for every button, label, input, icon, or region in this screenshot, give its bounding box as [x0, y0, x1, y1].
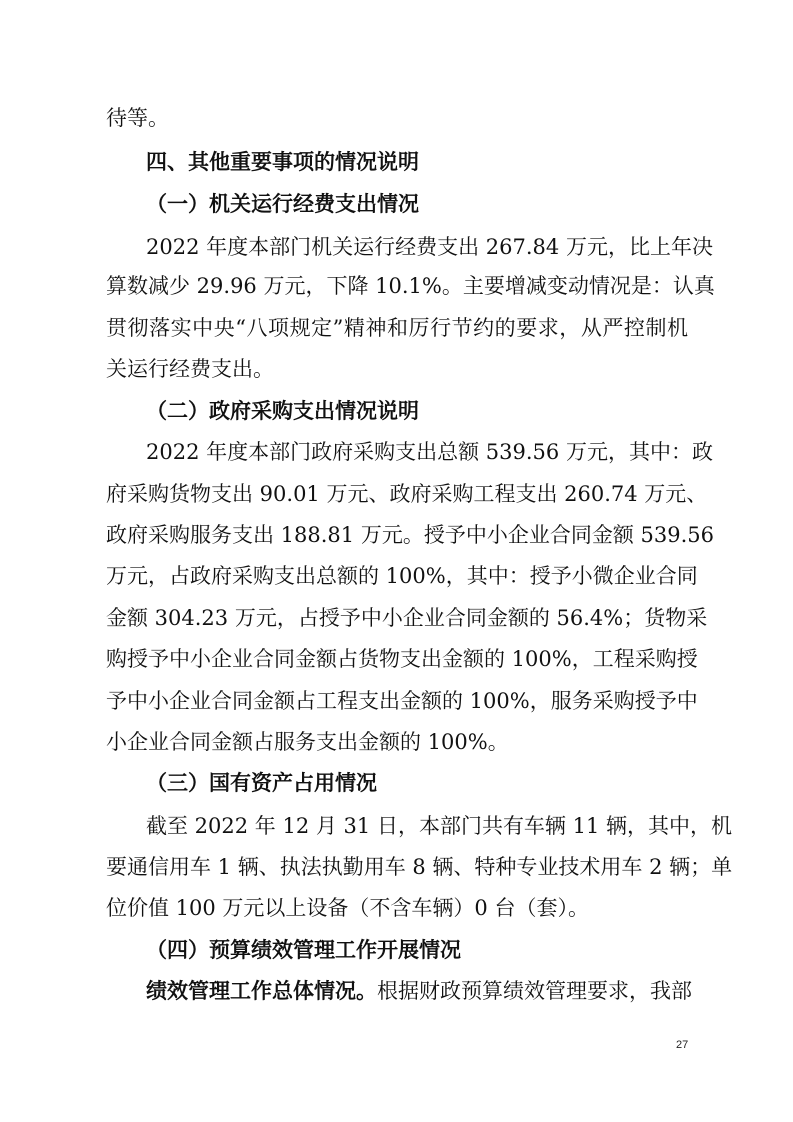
subsection-heading-2: （二）政府采购支出情况说明 — [146, 399, 419, 423]
page-number: 27 — [676, 1039, 689, 1051]
paragraph-line: 购授予中小企业合同金额占货物支出金额的 100%，工程采购授 — [106, 647, 698, 671]
bold-run: 绩效管理工作总体情况。 — [146, 979, 377, 1003]
paragraph-line: 金额 304.23 万元，占授予中小企业合同金额的 56.4%；货物采 — [106, 606, 708, 630]
paragraph-line: 要通信用车 1 辆、执法执勤用车 8 辆、特种专业技术用车 2 辆；单 — [106, 855, 733, 879]
subsection-heading-3: （三）国有资产占用情况 — [146, 771, 377, 795]
paragraph-line: 予中小企业合同金额占工程支出金额的 100%，服务采购授予中 — [106, 689, 698, 713]
paragraph-line — [146, 973, 692, 1009]
paragraph-continuation: 待等。 — [106, 106, 169, 130]
paragraph-line: 小企业合同金额占服务支出金额的 100%。 — [106, 730, 509, 754]
paragraph-line: 算数减少 29.96 万元，下降 10.1%。主要增减变动情况是：认真 — [106, 274, 715, 298]
subsection-heading-1: （一）机关运行经费支出情况 — [146, 192, 419, 216]
paragraph-line: 2022 年度本部门机关运行经费支出 267.84 万元，比上年决 — [146, 235, 713, 259]
section-heading-4: 四、其他重要事项的情况说明 — [146, 150, 419, 174]
paragraph-line: 万元，占政府采购支出总额的 100%，其中：授予小微企业合同 — [106, 564, 698, 588]
subsection-heading-4: （四）预算绩效管理工作开展情况 — [146, 938, 461, 962]
paragraph-line: 贯彻落实中央“八项规定”精神和厉行节约的要求，从严控制机 — [106, 316, 688, 340]
paragraph-line: 关运行经费支出。 — [106, 357, 274, 381]
paragraph-line: 位价值 100 万元以上设备（不含车辆）0 台（套）。 — [106, 896, 589, 920]
text-run: 根据财政预算绩效管理要求，我部 — [377, 979, 692, 1003]
paragraph-line: 府采购货物支出 90.01 万元、政府采购工程支出 260.74 万元、 — [106, 482, 708, 506]
paragraph-line: 截至 2022 年 12 月 31 日，本部门共有车辆 11 辆，其中，机 — [146, 814, 733, 838]
paragraph-line: 政府采购服务支出 188.81 万元。授予中小企业合同金额 539.56 — [106, 523, 714, 547]
paragraph-line: 2022 年度本部门政府采购支出总额 539.56 万元，其中：政 — [146, 440, 713, 464]
